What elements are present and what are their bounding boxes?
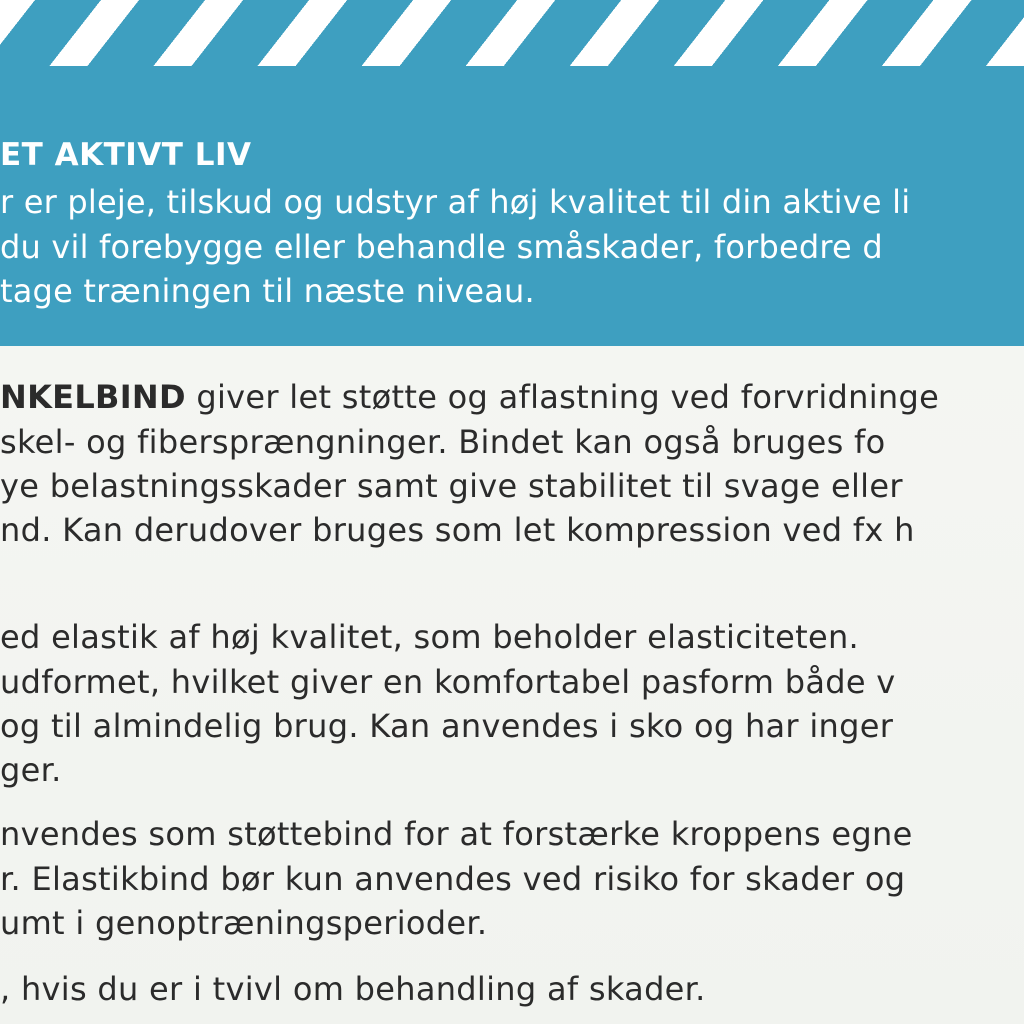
banner-line-1: r er pleje, tilskud og udstyr af høj kvalitet til din aktive li (0, 183, 911, 221)
body-line-9: r. Elastikbind bør kun anvendes ved risiko for skader og (0, 860, 906, 898)
body-line-1: skel- og fibersprængninger. Bindet kan også bruges fo (0, 423, 886, 461)
body-line-8: nvendes som støttebind for at forstærke kroppens egne (0, 815, 913, 853)
banner-line-3: tage træningen til næste niveau. (0, 272, 535, 310)
diagonal-stripe-band (0, 0, 1024, 66)
body-line-7: ger. (0, 751, 62, 789)
lead-text: giver let støtte og aflastning ved forvridninge (185, 378, 940, 416)
body-line-3: nd. Kan derudover bruges som let kompression ved fx h (0, 511, 915, 549)
banner-heading: ET AKTIVT LIV (0, 137, 252, 173)
body-line-6: og til almindelig brug. Kan anvendes i sko og har inger (0, 707, 894, 745)
body-line-11: , hvis du er i tvivl om behandling af skader. (0, 970, 706, 1008)
banner-line-2: du vil forebygge eller behandle småskader, forbedre d (0, 228, 883, 266)
body-line-4: ed elastik af høj kvalitet, som beholder elasticiteten. (0, 618, 859, 656)
body-line-10: umt i genoptræningsperioder. (0, 904, 488, 942)
body-line-2: ye belastningsskader samt give stabilitet til svage eller (0, 467, 903, 505)
body-line-5: udformet, hvilket giver en komfortabel pasform både v (0, 663, 896, 701)
body-lead-line (0, 378, 939, 416)
product-name: NKELBIND (0, 378, 186, 416)
